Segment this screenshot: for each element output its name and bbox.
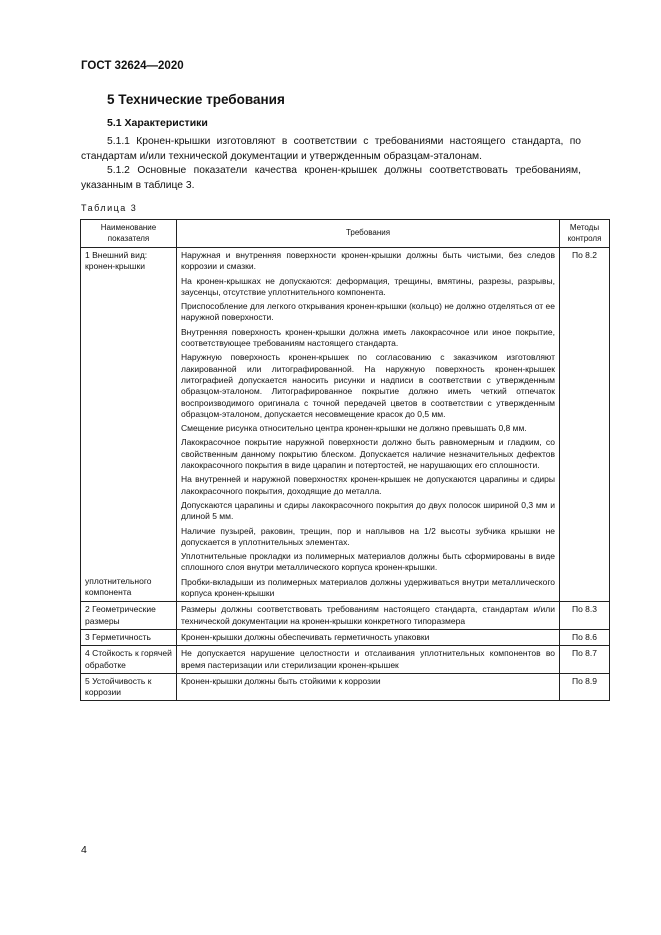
header-indicator: Наименование показателя — [81, 220, 177, 248]
header-control-methods: Методы контроля — [560, 220, 610, 248]
requirement-text: Кронен-крышки должны обеспечивать герметичность упаковки — [181, 631, 430, 642]
requirement-text: На кронен-крышках не допускаются: деформация, трещины, вмятины, разрезы, разрывы, заусенцы, отсутствие уплотнительного компонента. — [181, 275, 555, 297]
requirements-table — [80, 219, 610, 701]
table-row — [81, 673, 610, 701]
requirement-text: Приспособление для легкого открывания кронен-крышки (кольцо) не должно отделяться от ее наружной поверхности. — [181, 301, 555, 323]
requirements-cell — [177, 248, 560, 602]
indicator-sublabel: уплотнительного компонента — [85, 576, 152, 598]
requirement-text: Наружную поверхность кронен-крышек по согласованию с заказчиком изготовляют лакированной или литографированной. На наружную поверхность кронен-крышек литографией допускается наносить рисунки и надписи в соответствии с утвержденным образцом-эталоном. Литографированное покрытие должно иметь четкий отпечаток воспроизводимого оригинала с точной передачей цветов в соответствии с утвержденным образцом-эталоном, допускается несовмещение красок до 0,5 мм. — [181, 352, 555, 419]
control-method-cell: По 8.2 — [560, 248, 610, 602]
indicator-cell: 5 Устойчивость к коррозии — [81, 673, 177, 701]
table-row — [81, 248, 610, 602]
requirement-text: Наличие пузырей, раковин, трещин, пор и наплывов на 1/2 высоты зубчика крышки не допускается в уплотнительных элементах. — [181, 525, 555, 547]
requirement-text: Допускаются царапины и сдиры лакокрасочного покрытия до двух полосок шириной 0,3 мм и длиной 5 мм. — [181, 499, 555, 522]
requirement-text: Не допускается нарушение целостности и отслаивания уплотнительных компонентов во время пастеризации или стерилизации кронен-крышек — [181, 648, 555, 670]
table-row — [81, 629, 610, 645]
indicator-cell: 3 Герметичность — [81, 629, 177, 645]
requirements-cell — [177, 646, 560, 674]
indicator-cell — [81, 248, 177, 602]
page-number: 4 — [81, 844, 87, 856]
requirement-text: Смещение рисунка относительно центра кронен-крышки не должно превышать 0,8 мм. — [181, 423, 527, 434]
subsection-title: 5.1 Характеристики — [107, 117, 208, 129]
indicator-label: 1 Внешний вид: кронен-крышки — [85, 250, 148, 272]
paragraph-5-1-2: 5.1.2 Основные показатели качества кронен-крышек должны соответствовать требованиям, указанным в таблице 3. — [81, 165, 581, 191]
control-method-cell: По 8.9 — [560, 673, 610, 701]
table-header-row — [81, 220, 610, 248]
table-row — [81, 646, 610, 674]
requirements-cell — [177, 673, 560, 701]
requirement-text: Пробки-вкладыши из полимерных материалов должны удерживаться внутри металлического корпуса кронен-крышки — [181, 576, 555, 599]
table-row — [81, 602, 610, 630]
requirements-cell — [177, 629, 560, 645]
requirement-text: Размеры должны соответствовать требованиям настоящего стандарта, стандартам и/или технической документации на кронен-крышки конкретного типоразмера — [181, 604, 555, 626]
requirements-cell — [177, 602, 560, 630]
section-title: 5 Технические требования — [107, 92, 285, 107]
table-caption: Таблица 3 — [81, 203, 138, 213]
requirement-text: Кронен-крышки должны быть стойкими к коррозии — [181, 675, 381, 686]
indicator-cell: 4 Стойкость к горячей обработке — [81, 646, 177, 674]
document-header: ГОСТ 32624—2020 — [81, 60, 184, 72]
requirement-text: Лакокрасочное покрытие наружной поверхности должно быть равномерным и гладким, со свойственным данному покрытию блеском. Допускается наличие незначительных дефектов лакокрасочного покрытия в виде царапин и потертостей, не нарушающих его сплошности. — [181, 437, 555, 471]
requirement-text: Внутренняя поверхность кронен-крышки должна иметь лакокрасочное или иное покрытие, соответствующее требованиям настоящего стандарта. — [181, 326, 555, 349]
control-method-cell: По 8.3 — [560, 602, 610, 630]
requirement-text: Уплотнительные прокладки из полимерных материалов должны быть сформированы в виде сплошного слоя внутри металлического корпуса кронен-крышки. — [181, 551, 555, 573]
control-method-cell: По 8.6 — [560, 629, 610, 645]
paragraph-5-1-1: 5.1.1 Кронен-крышки изготовляют в соответствии с требованиями настоящего стандарта, по стандартам и/или технической документации и утвержденным образцам-эталонам. — [81, 136, 581, 162]
requirement-text: На внутренней и наружной поверхностях кронен-крышек не допускаются царапины и сдиры лакокрасочного покрытия, доходящие до металла. — [181, 474, 555, 496]
header-requirements: Требования — [177, 220, 560, 248]
requirement-text: Наружная и внутренняя поверхности кронен-крышки должны быть чистыми, без следов коррозии и смазки. — [181, 250, 555, 272]
indicator-cell: 2 Геометрические размеры — [81, 602, 177, 630]
control-method-cell: По 8.7 — [560, 646, 610, 674]
